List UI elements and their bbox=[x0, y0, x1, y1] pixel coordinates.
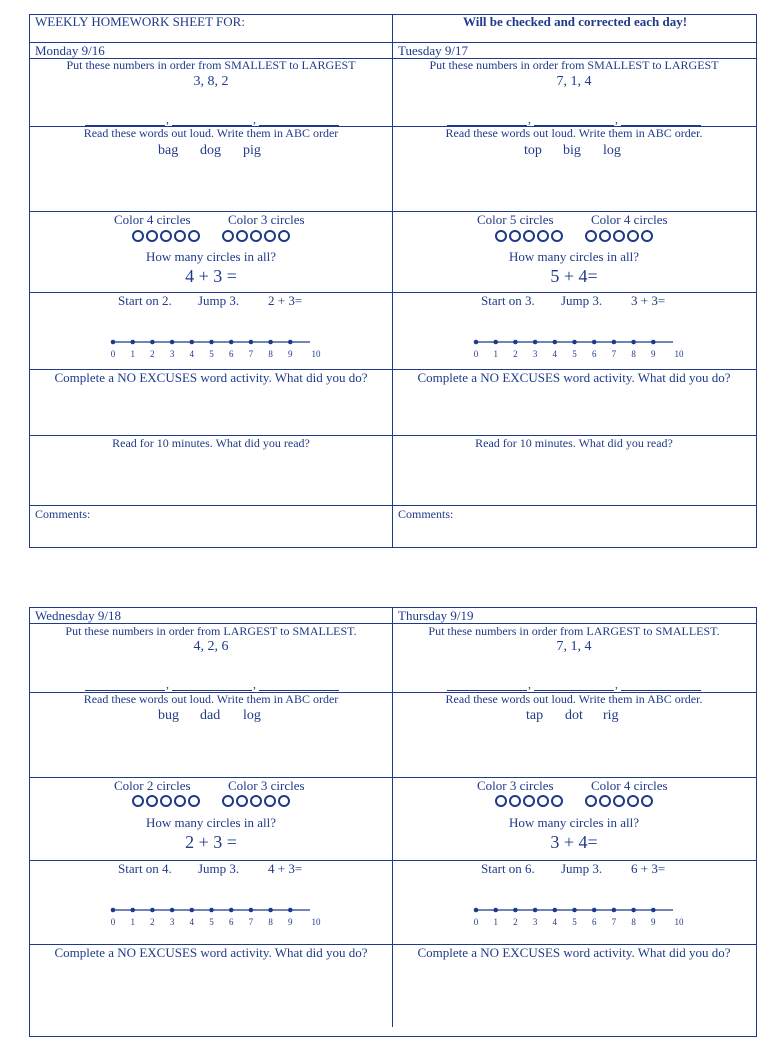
number-line-dot bbox=[170, 908, 175, 913]
circle-icon[interactable] bbox=[509, 230, 521, 242]
number-line-label: 2 bbox=[513, 349, 518, 359]
order-numbers: 7, 1, 4 bbox=[556, 639, 592, 654]
number-line-label: 0 bbox=[473, 917, 479, 927]
circle-icon[interactable] bbox=[551, 230, 563, 242]
day-label-thursday: Thursday 9/19 bbox=[398, 608, 474, 623]
number-line-equation: 2 + 3= bbox=[268, 293, 303, 308]
number-line-label: 8 bbox=[268, 349, 273, 359]
number-line-dot bbox=[190, 340, 195, 345]
number-line-dot bbox=[592, 908, 597, 913]
abc-instruction: Read these words out loud. Write them in ABC order. bbox=[445, 692, 703, 706]
number-line-label: 8 bbox=[631, 917, 636, 927]
word: dad bbox=[200, 708, 221, 723]
number-line-dot bbox=[130, 340, 135, 345]
number-line-dot bbox=[513, 340, 518, 345]
number-line-label: 8 bbox=[268, 917, 273, 927]
answer-blank[interactable] bbox=[259, 690, 339, 691]
number-line-label: 4 bbox=[552, 917, 558, 927]
circle-icon[interactable] bbox=[278, 230, 290, 242]
word: bag bbox=[158, 143, 179, 158]
number-line-label: 7 bbox=[611, 917, 617, 927]
circle-icon[interactable] bbox=[222, 795, 234, 807]
answer-blank[interactable] bbox=[447, 690, 527, 691]
circle-icon[interactable] bbox=[264, 230, 276, 242]
number-line-label: 3 bbox=[532, 917, 538, 927]
number-line-dot bbox=[268, 340, 273, 345]
circle-row bbox=[132, 230, 290, 242]
color-instruction: Color 4 circles bbox=[591, 212, 668, 227]
day-label-wednesday: Wednesday 9/18 bbox=[35, 608, 121, 623]
activity-prompt: Complete a NO EXCUSES word activity. What did you do? bbox=[417, 370, 731, 385]
number-line-dot bbox=[150, 908, 155, 913]
circle-icon[interactable] bbox=[551, 795, 563, 807]
comma: , bbox=[166, 677, 169, 691]
activity-prompt: Complete a NO EXCUSES word activity. What did you do? bbox=[54, 945, 368, 960]
number-line-dot bbox=[249, 340, 254, 345]
circle-icon[interactable] bbox=[174, 795, 186, 807]
circle-icon[interactable] bbox=[236, 795, 248, 807]
number-line-dot bbox=[150, 340, 155, 345]
top-sheet-frame bbox=[29, 14, 757, 548]
circle-icon[interactable] bbox=[523, 795, 535, 807]
number-line-dot bbox=[651, 908, 656, 913]
number-line-label: 10 bbox=[311, 349, 321, 359]
color-instruction: Color 3 circles bbox=[228, 778, 305, 793]
word: dot bbox=[565, 708, 583, 723]
number-line-dot bbox=[209, 908, 214, 913]
how-many-question: How many circles in all? bbox=[509, 815, 639, 830]
number-line-label: 8 bbox=[631, 349, 636, 359]
number-line-dot bbox=[493, 908, 498, 913]
circle-icon[interactable] bbox=[146, 230, 158, 242]
number-line-equation: 4 + 3= bbox=[268, 861, 303, 876]
number-line-label: 10 bbox=[311, 917, 321, 927]
circle-icon[interactable] bbox=[641, 230, 653, 242]
circle-icon[interactable] bbox=[188, 230, 200, 242]
circle-row bbox=[132, 795, 290, 807]
number-line-dot bbox=[572, 908, 577, 913]
word: pig bbox=[243, 143, 261, 158]
number-line-dot bbox=[612, 340, 617, 345]
number-line-label: 10 bbox=[674, 349, 684, 359]
circle-icon[interactable] bbox=[222, 230, 234, 242]
number-line-dot bbox=[631, 340, 636, 345]
top-center-divider bbox=[392, 14, 393, 548]
word: big bbox=[563, 143, 581, 158]
circle-icon[interactable] bbox=[236, 230, 248, 242]
circle-icon[interactable] bbox=[627, 795, 639, 807]
circle-icon[interactable] bbox=[132, 230, 144, 242]
number-line-dot bbox=[513, 908, 518, 913]
number-line-label: 2 bbox=[150, 917, 155, 927]
number-line-dot bbox=[288, 340, 293, 345]
number-line-label: 0 bbox=[110, 349, 116, 359]
start-on: Start on 2. bbox=[118, 293, 172, 308]
addition-equation: 4 + 3 = bbox=[185, 266, 237, 286]
color-instruction: Color 5 circles bbox=[477, 212, 554, 227]
number-line-dot bbox=[130, 908, 135, 913]
number-line-dot bbox=[268, 908, 273, 913]
number-line-dot bbox=[474, 908, 479, 913]
number-line-dot bbox=[533, 908, 538, 913]
jump: Jump 3. bbox=[561, 861, 603, 876]
number-line-dot bbox=[533, 340, 538, 345]
number-line bbox=[466, 334, 693, 360]
number-line bbox=[103, 334, 330, 360]
top-row-line bbox=[29, 42, 757, 43]
circle-icon[interactable] bbox=[132, 795, 144, 807]
number-line-dot bbox=[651, 340, 656, 345]
number-line-label: 7 bbox=[248, 917, 254, 927]
abc-instruction: Read these words out loud. Write them in ABC order bbox=[83, 126, 339, 140]
number-line-label: 10 bbox=[674, 917, 684, 927]
circle-icon[interactable] bbox=[509, 795, 521, 807]
number-line-dot bbox=[553, 908, 558, 913]
number-line-label: 9 bbox=[288, 349, 293, 359]
number-line-label: 9 bbox=[288, 917, 293, 927]
word: tap bbox=[526, 708, 544, 723]
number-line-label: 3 bbox=[169, 349, 175, 359]
order-instruction: Put these numbers in order from SMALLEST to LARGEST bbox=[429, 58, 719, 72]
how-many-question: How many circles in all? bbox=[146, 815, 276, 830]
circle-icon[interactable] bbox=[188, 795, 200, 807]
number-line-label: 1 bbox=[130, 349, 135, 359]
number-line-label: 4 bbox=[552, 349, 558, 359]
jump: Jump 3. bbox=[198, 861, 240, 876]
number-line-label: 1 bbox=[493, 917, 498, 927]
circle-icon[interactable] bbox=[278, 795, 290, 807]
number-line-label: 3 bbox=[169, 917, 175, 927]
number-line-dot bbox=[631, 908, 636, 913]
circle-icon[interactable] bbox=[523, 230, 535, 242]
number-line-equation: 6 + 3= bbox=[631, 861, 666, 876]
addition-equation: 2 + 3 = bbox=[185, 832, 237, 852]
how-many-question: How many circles in all? bbox=[509, 249, 639, 264]
number-line-dot bbox=[229, 340, 234, 345]
comma: , bbox=[615, 677, 618, 691]
number-line-dot bbox=[572, 340, 577, 345]
number-line-label: 2 bbox=[150, 349, 155, 359]
number-line-dot bbox=[170, 340, 175, 345]
answer-blank[interactable] bbox=[85, 690, 165, 691]
order-instruction: Put these numbers in order from SMALLEST to LARGEST bbox=[66, 58, 356, 72]
number-line-dot bbox=[111, 340, 116, 345]
number-line bbox=[466, 902, 693, 928]
circle-icon[interactable] bbox=[146, 795, 158, 807]
circle-icon[interactable] bbox=[599, 795, 611, 807]
circle-row bbox=[495, 230, 653, 242]
circle-icon[interactable] bbox=[585, 230, 597, 242]
checked-note: Will be checked and corrected each day! bbox=[462, 14, 688, 29]
number-line-label: 4 bbox=[189, 349, 195, 359]
comma: , bbox=[528, 677, 531, 691]
comma: , bbox=[253, 677, 256, 691]
number-line-label: 5 bbox=[209, 349, 214, 359]
number-line-dot bbox=[209, 340, 214, 345]
number-line-dot bbox=[553, 340, 558, 345]
number-line-dot bbox=[612, 908, 617, 913]
top-row-line bbox=[29, 505, 757, 506]
sheet-title: WEEKLY HOMEWORK SHEET FOR: bbox=[35, 14, 245, 29]
number-line-dot bbox=[493, 340, 498, 345]
number-line-dot bbox=[288, 908, 293, 913]
comma: , bbox=[166, 112, 169, 126]
number-line-label: 6 bbox=[228, 917, 234, 927]
circle-icon[interactable] bbox=[537, 230, 549, 242]
color-instruction: Color 3 circles bbox=[477, 778, 554, 793]
circle-icon[interactable] bbox=[641, 795, 653, 807]
start-on: Start on 4. bbox=[118, 861, 172, 876]
word: top bbox=[524, 143, 542, 158]
abc-instruction: Read these words out loud. Write them in ABC order bbox=[83, 692, 339, 706]
read-prompt: Read for 10 minutes. What did you read? bbox=[112, 436, 310, 450]
circle-icon[interactable] bbox=[160, 795, 172, 807]
answer-blank[interactable] bbox=[621, 690, 701, 691]
number-line-dot bbox=[249, 908, 254, 913]
answer-blank[interactable] bbox=[534, 690, 614, 691]
number-line-label: 3 bbox=[532, 349, 538, 359]
number-line-equation: 3 + 3= bbox=[631, 293, 666, 308]
comments-label: Comments: bbox=[398, 507, 454, 521]
number-line-dot bbox=[190, 908, 195, 913]
comma: , bbox=[253, 112, 256, 126]
number-line-label: 5 bbox=[572, 349, 577, 359]
circle-icon[interactable] bbox=[613, 795, 625, 807]
number-line-dot bbox=[111, 908, 116, 913]
addition-equation: 5 + 4= bbox=[550, 266, 598, 286]
number-line-label: 2 bbox=[513, 917, 518, 927]
number-line-dot bbox=[592, 340, 597, 345]
comma: , bbox=[528, 112, 531, 126]
bottom-sheet-frame bbox=[29, 607, 757, 1037]
circle-icon[interactable] bbox=[495, 795, 507, 807]
color-instruction: Color 3 circles bbox=[228, 212, 305, 227]
circle-icon[interactable] bbox=[160, 230, 172, 242]
order-numbers: 3, 8, 2 bbox=[193, 74, 229, 89]
jump: Jump 3. bbox=[561, 293, 603, 308]
order-instruction: Put these numbers in order from LARGEST to SMALLEST. bbox=[65, 624, 357, 638]
start-on: Start on 3. bbox=[481, 293, 535, 308]
circle-icon[interactable] bbox=[599, 230, 611, 242]
abc-instruction: Read these words out loud. Write them in ABC order. bbox=[445, 126, 703, 140]
comma: , bbox=[615, 112, 618, 126]
number-line-label: 5 bbox=[572, 917, 577, 927]
number-line-label: 5 bbox=[209, 917, 214, 927]
number-line-dot bbox=[474, 340, 479, 345]
circle-icon[interactable] bbox=[537, 795, 549, 807]
read-prompt: Read for 10 minutes. What did you read? bbox=[475, 436, 673, 450]
circle-icon[interactable] bbox=[250, 795, 262, 807]
circle-icon[interactable] bbox=[585, 795, 597, 807]
number-line-label: 1 bbox=[130, 917, 135, 927]
circle-icon[interactable] bbox=[264, 795, 276, 807]
number-line-dot bbox=[229, 908, 234, 913]
day-label-monday: Monday 9/16 bbox=[35, 43, 105, 58]
number-line-label: 7 bbox=[248, 349, 254, 359]
circle-icon[interactable] bbox=[627, 230, 639, 242]
number-line-label: 6 bbox=[228, 349, 234, 359]
word: log bbox=[603, 143, 621, 158]
activity-prompt: Complete a NO EXCUSES word activity. What did you do? bbox=[54, 370, 368, 385]
color-instruction: Color 2 circles bbox=[114, 778, 191, 793]
color-instruction: Color 4 circles bbox=[591, 778, 668, 793]
circle-icon[interactable] bbox=[613, 230, 625, 242]
number-line-label: 1 bbox=[493, 349, 498, 359]
number-line-label: 0 bbox=[473, 349, 479, 359]
circle-icon[interactable] bbox=[250, 230, 262, 242]
word: bug bbox=[158, 708, 179, 723]
day-label-tuesday: Tuesday 9/17 bbox=[398, 43, 468, 58]
circle-icon[interactable] bbox=[495, 230, 507, 242]
order-instruction: Put these numbers in order from LARGEST to SMALLEST. bbox=[428, 624, 720, 638]
how-many-question: How many circles in all? bbox=[146, 249, 276, 264]
order-numbers: 4, 2, 6 bbox=[193, 639, 229, 654]
circle-icon[interactable] bbox=[174, 230, 186, 242]
number-line-label: 7 bbox=[611, 349, 617, 359]
word: log bbox=[243, 708, 261, 723]
activity-prompt: Complete a NO EXCUSES word activity. What did you do? bbox=[417, 945, 731, 960]
color-instruction: Color 4 circles bbox=[114, 212, 191, 227]
order-numbers: 7, 1, 4 bbox=[556, 74, 592, 89]
circle-row bbox=[495, 795, 653, 807]
bottom-center-divider bbox=[392, 607, 393, 1027]
number-line-label: 9 bbox=[651, 349, 656, 359]
addition-equation: 3 + 4= bbox=[550, 832, 598, 852]
number-line-label: 0 bbox=[110, 917, 116, 927]
answer-blank[interactable] bbox=[172, 690, 252, 691]
number-line-label: 6 bbox=[591, 349, 597, 359]
jump: Jump 3. bbox=[198, 293, 240, 308]
number-line-label: 4 bbox=[189, 917, 195, 927]
number-line-label: 9 bbox=[651, 917, 656, 927]
start-on: Start on 6. bbox=[481, 861, 535, 876]
number-line bbox=[103, 902, 330, 928]
number-line-label: 6 bbox=[591, 917, 597, 927]
word: dog bbox=[200, 143, 221, 158]
comments-label: Comments: bbox=[35, 507, 91, 521]
word: rig bbox=[603, 708, 619, 723]
